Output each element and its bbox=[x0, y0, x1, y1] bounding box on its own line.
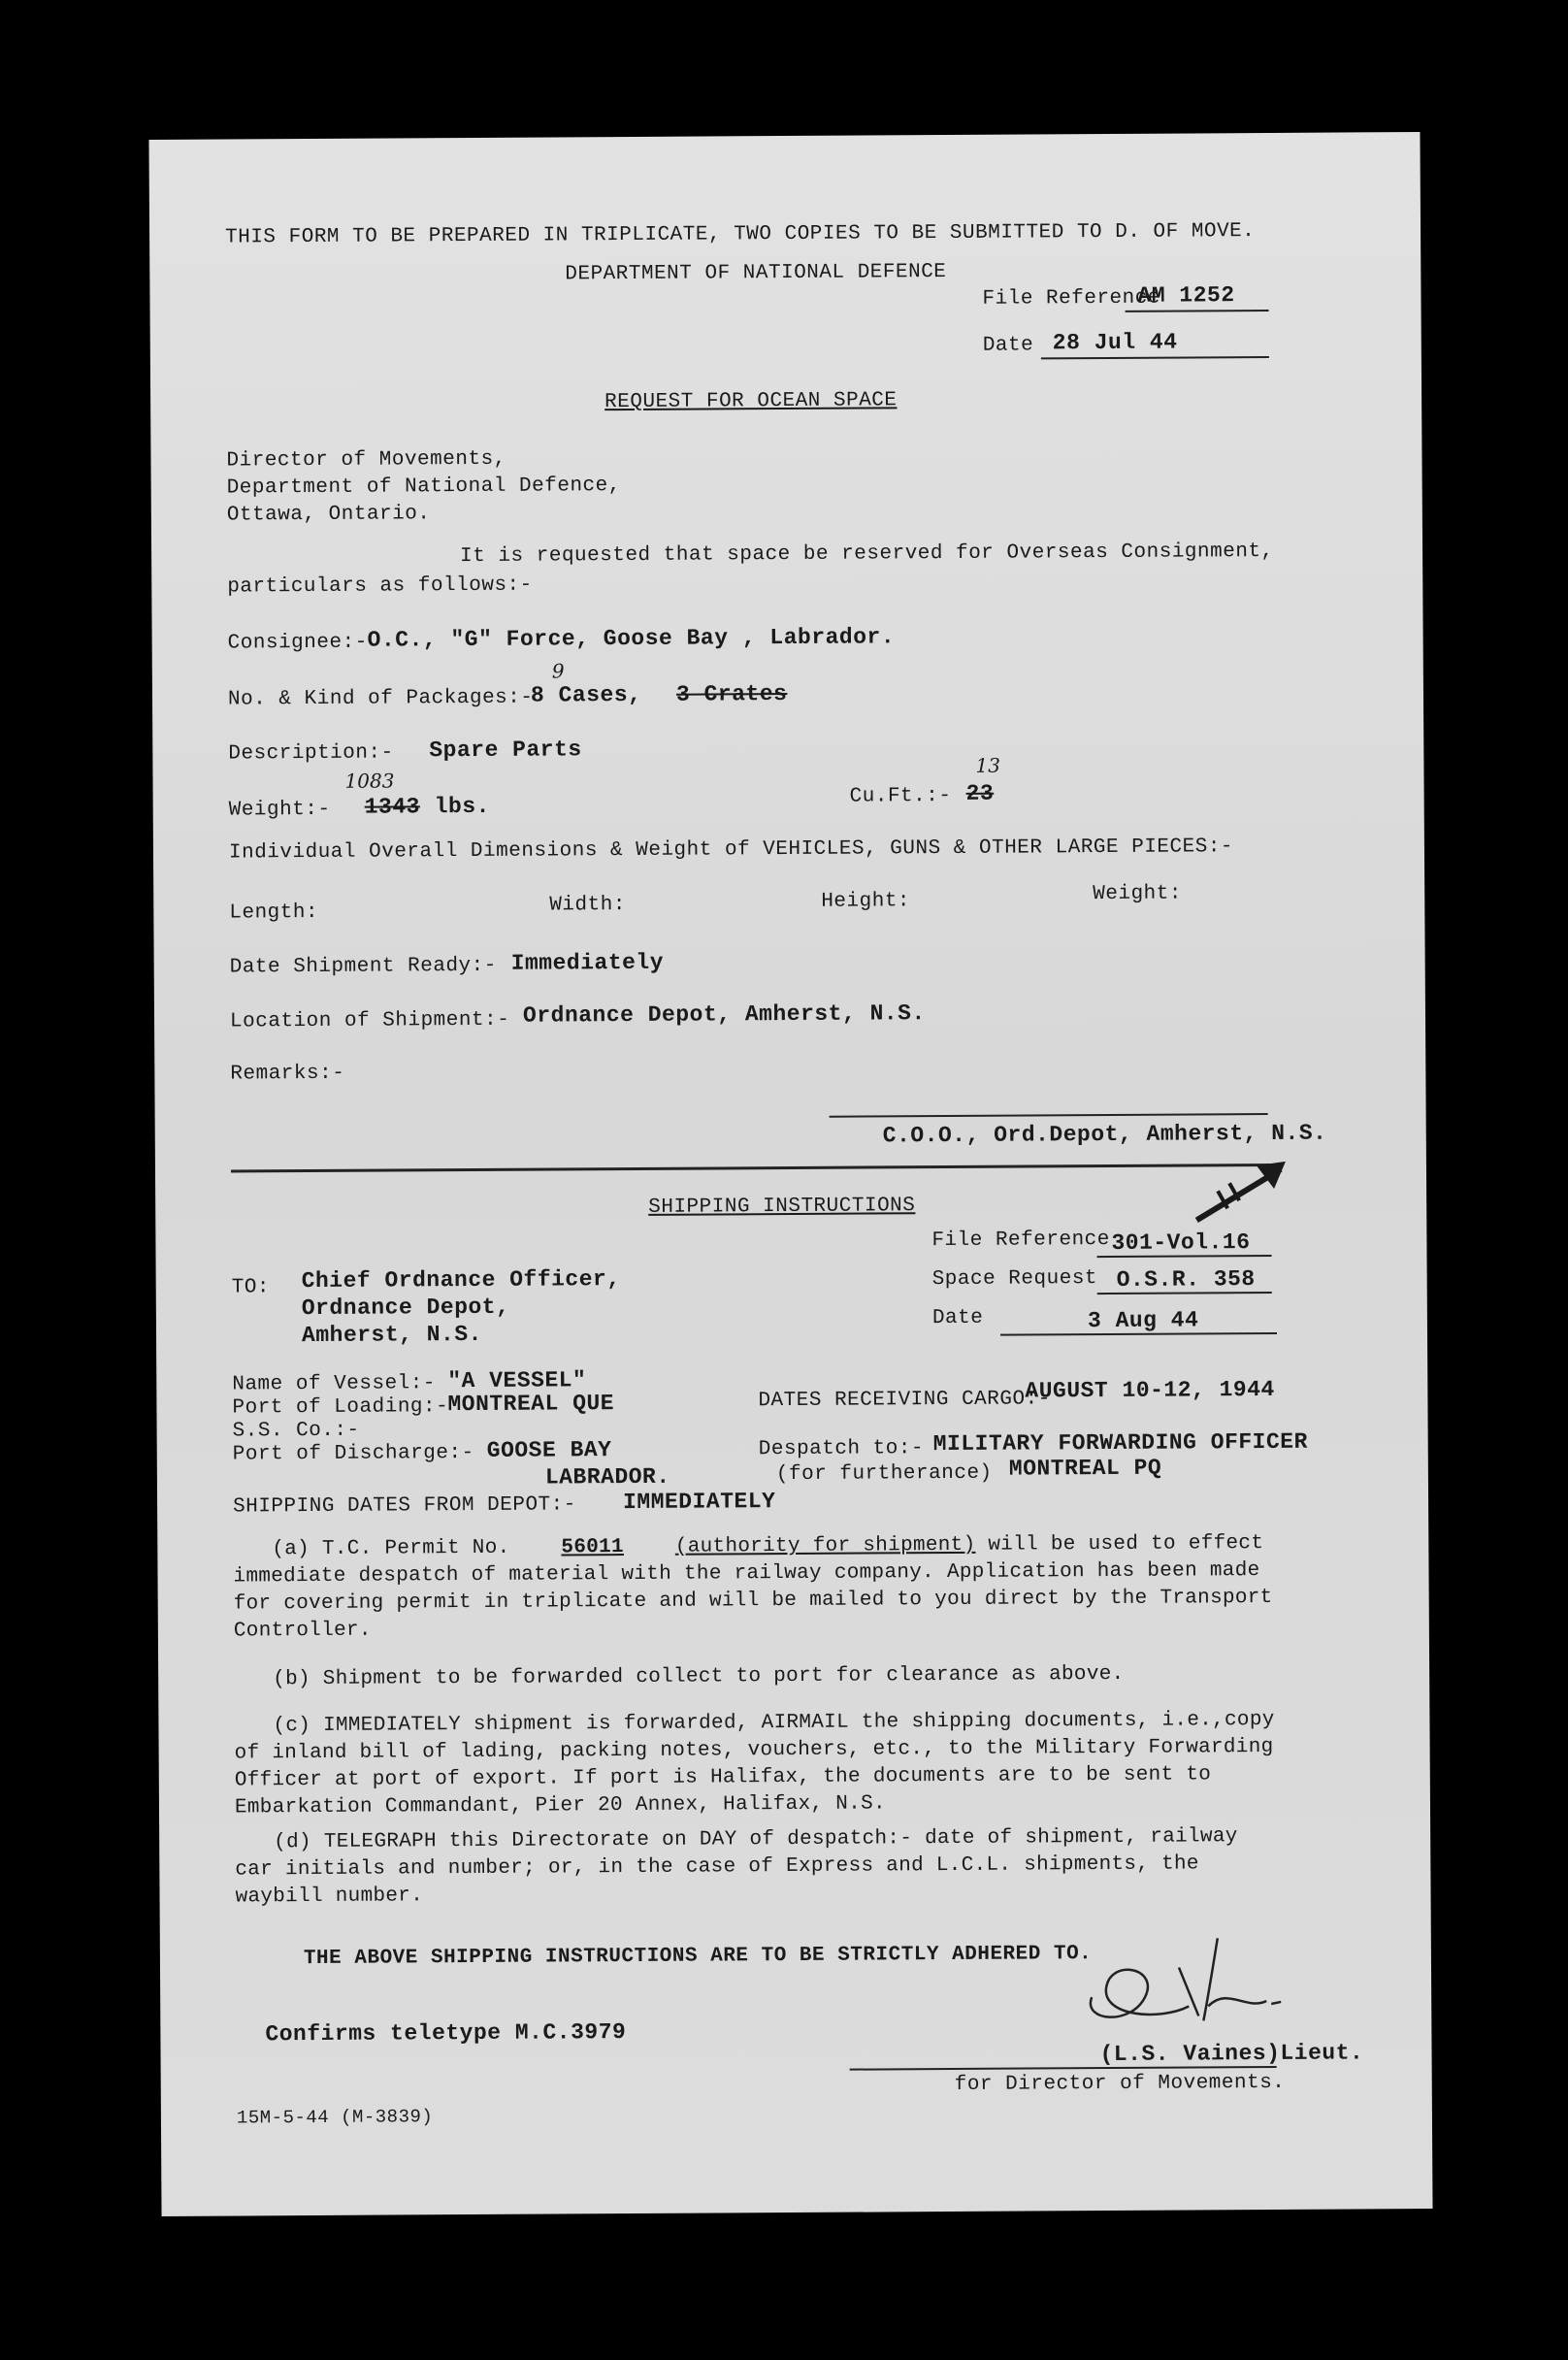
signature-mark bbox=[1072, 1928, 1296, 2036]
cuft-label: Cu.Ft.:- bbox=[849, 784, 952, 808]
shipping-title: SHIPPING INSTRUCTIONS bbox=[648, 1195, 916, 1219]
despatch-value-1: MILITARY FORWARDING OFFICER bbox=[932, 1428, 1308, 1458]
ship-dates-value: IMMEDIATELY bbox=[622, 1489, 776, 1516]
signatory: C.O.O., Ord.Depot, Amherst, N.S. bbox=[882, 1120, 1327, 1149]
ship-date-label: Date bbox=[931, 1306, 984, 1330]
request-title: REQUEST FOR OCEAN SPACE bbox=[604, 389, 898, 414]
consignee-label: Consignee:- bbox=[227, 631, 368, 655]
despatch-sub: (for furtherance) bbox=[775, 1461, 993, 1487]
paragraph-a-prefix: (a) T.C. Permit No. bbox=[272, 1536, 510, 1561]
signatory-line bbox=[830, 1113, 1268, 1118]
consignee-value: O.C., "G" Force, Goose Bay , Labrador. bbox=[367, 624, 896, 653]
ssco-label: S.S. Co.:- bbox=[232, 1419, 360, 1443]
discharge-value-1: GOOSE BAY bbox=[486, 1437, 612, 1463]
intro-line-2: particulars as follows:- bbox=[227, 574, 533, 599]
space-request-line bbox=[1097, 1292, 1272, 1295]
file-reference-label: File Reference bbox=[982, 286, 1160, 311]
to-line-2: Ordnance Depot, bbox=[301, 1294, 510, 1322]
packages-label: No. & Kind of Packages:- bbox=[227, 686, 534, 711]
despatch-value-2: MONTREAL PQ bbox=[1008, 1455, 1162, 1482]
file-reference-line bbox=[1126, 310, 1269, 312]
permit-number: 56011 bbox=[561, 1536, 624, 1559]
cuft-correction: 13 bbox=[975, 753, 1000, 777]
weight2-label: Weight: bbox=[1093, 882, 1183, 906]
loading-value: MONTREAL QUE bbox=[447, 1391, 615, 1418]
date-value: 28 Jul 44 bbox=[1052, 329, 1178, 356]
ship-file-ref-value: 301-Vol.16 bbox=[1111, 1229, 1251, 1256]
paragraph-a bbox=[233, 1530, 1282, 1646]
form-number: 15M-5-44 (M-3839) bbox=[236, 2106, 434, 2129]
dimensions-label: Individual Overall Dimensions & Weight of VEHICLES, GUNS & OTHER LARGE PIECES:- bbox=[228, 836, 1234, 865]
discharge-label: Port of Discharge:- bbox=[232, 1441, 474, 1466]
signer-title: for Director of Movements. bbox=[954, 2071, 1286, 2096]
adhere-note: THE ABOVE SHIPPING INSTRUCTIONS ARE TO BE STRICTLY ADHERED TO. bbox=[303, 1943, 1093, 1971]
address-line-1: Director of Movements, bbox=[226, 447, 506, 473]
section-divider bbox=[231, 1164, 1274, 1173]
weight-value: 1343 bbox=[364, 794, 420, 820]
location-label: Location of Shipment:- bbox=[229, 1008, 510, 1033]
ship-file-ref-label: File Reference bbox=[931, 1228, 1110, 1253]
to-label: TO: bbox=[231, 1276, 271, 1299]
cuft-value: 23 bbox=[965, 780, 995, 806]
paragraph-c: (c) IMMEDIATELY shipment is forwarded, AIRMAIL the shipping documents, i.e.,copy of inland bill of lading, packing notes, vouchers, etc., to the Military Forwarding Officer at port of export. If port is Halifax, the documents are to be sent to Embarkation Commandant, Pier 20 Annex, Halifax, N.S. bbox=[234, 1708, 1275, 1819]
description-label: Description:- bbox=[228, 741, 394, 766]
form-note: THIS FORM TO BE PREPARED IN TRIPLICATE, TWO COPIES TO BE SUBMITTED TO D. OF MOVE. bbox=[225, 220, 1256, 249]
receiving-value: AUGUST 10-12, 1944 bbox=[1025, 1376, 1275, 1404]
address-line-3: Ottawa, Ontario. bbox=[226, 503, 431, 527]
arrow-stamp-icon bbox=[1189, 1152, 1295, 1230]
department-heading: DEPARTMENT OF NATIONAL DEFENCE bbox=[565, 261, 947, 286]
file-reference-value: AM 1252 bbox=[1137, 282, 1235, 309]
discharge-value-2: LABRADOR. bbox=[544, 1463, 670, 1491]
paragraph-b: (b) Shipment to be forwarded collect to port for clearance as above. bbox=[273, 1662, 1125, 1691]
to-line-1: Chief Ordnance Officer, bbox=[301, 1266, 621, 1295]
intro-line-1: It is requested that space be reserved for Overseas Consignment, bbox=[460, 540, 1274, 569]
weight-correction: 1083 bbox=[344, 769, 395, 793]
loading-label: Port of Loading:- bbox=[232, 1395, 449, 1420]
paragraph-a-authority: (authority for shipment) bbox=[674, 1533, 976, 1558]
space-request-label: Space Request bbox=[931, 1267, 1098, 1292]
width-label: Width: bbox=[549, 894, 626, 917]
paragraph-a-text: will be used to effect immediate despatch of material with the railway company. Application has been made for covering permit in triplicate and will be mailed to you direct by the Transport Controller. bbox=[233, 1532, 1273, 1643]
weight-label: Weight:- bbox=[228, 798, 331, 822]
paragraph-d: (d) TELEGRAPH this Directorate on DAY of despatch:- date of shipment, railway car initials and number; or, in the case of Express and L.C.L. shipments, the waybill number. bbox=[235, 1825, 1238, 1909]
location-value: Ordnance Depot, Amherst, N.S. bbox=[522, 1000, 926, 1029]
date-label: Date bbox=[982, 334, 1034, 357]
ship-dates-label: SHIPPING DATES FROM DEPOT:- bbox=[233, 1493, 576, 1519]
weight-unit: lbs. bbox=[434, 793, 490, 820]
length-label: Length: bbox=[229, 901, 319, 925]
to-line-3: Amherst, N.S. bbox=[301, 1321, 483, 1349]
ship-date-value: 3 Aug 44 bbox=[1087, 1307, 1199, 1334]
ready-value: Immediately bbox=[510, 949, 665, 976]
packages-value: 8 Cases, bbox=[530, 681, 642, 708]
confirms-teletype: Confirms teletype M.C.3979 bbox=[265, 2019, 627, 2048]
ship-date-line bbox=[1000, 1332, 1277, 1336]
address-line-2: Department of National Defence, bbox=[226, 475, 621, 500]
signer-name: (L.S. Vaines)Lieut. bbox=[1099, 2040, 1364, 2068]
packages-struck: 3 Crates bbox=[675, 681, 788, 707]
description-value: Spare Parts bbox=[429, 737, 582, 764]
despatch-label: Despatch to:- bbox=[758, 1437, 925, 1461]
remarks-label: Remarks:- bbox=[230, 1062, 345, 1086]
signer-line bbox=[850, 2066, 1277, 2071]
receiving-label: DATES RECEIVING CARGO:- bbox=[758, 1388, 1051, 1413]
date-line bbox=[1041, 356, 1269, 359]
height-label: Height: bbox=[821, 890, 911, 913]
packages-correction: 9 bbox=[551, 659, 565, 683]
vessel-value: "A VESSEL" bbox=[447, 1367, 587, 1394]
vessel-label: Name of Vessel:- bbox=[232, 1372, 437, 1396]
ship-file-ref-line bbox=[1097, 1255, 1272, 1258]
space-request-value: O.S.R. 358 bbox=[1116, 1266, 1256, 1293]
ready-label: Date Shipment Ready:- bbox=[229, 954, 497, 979]
document-page bbox=[148, 132, 1432, 2216]
